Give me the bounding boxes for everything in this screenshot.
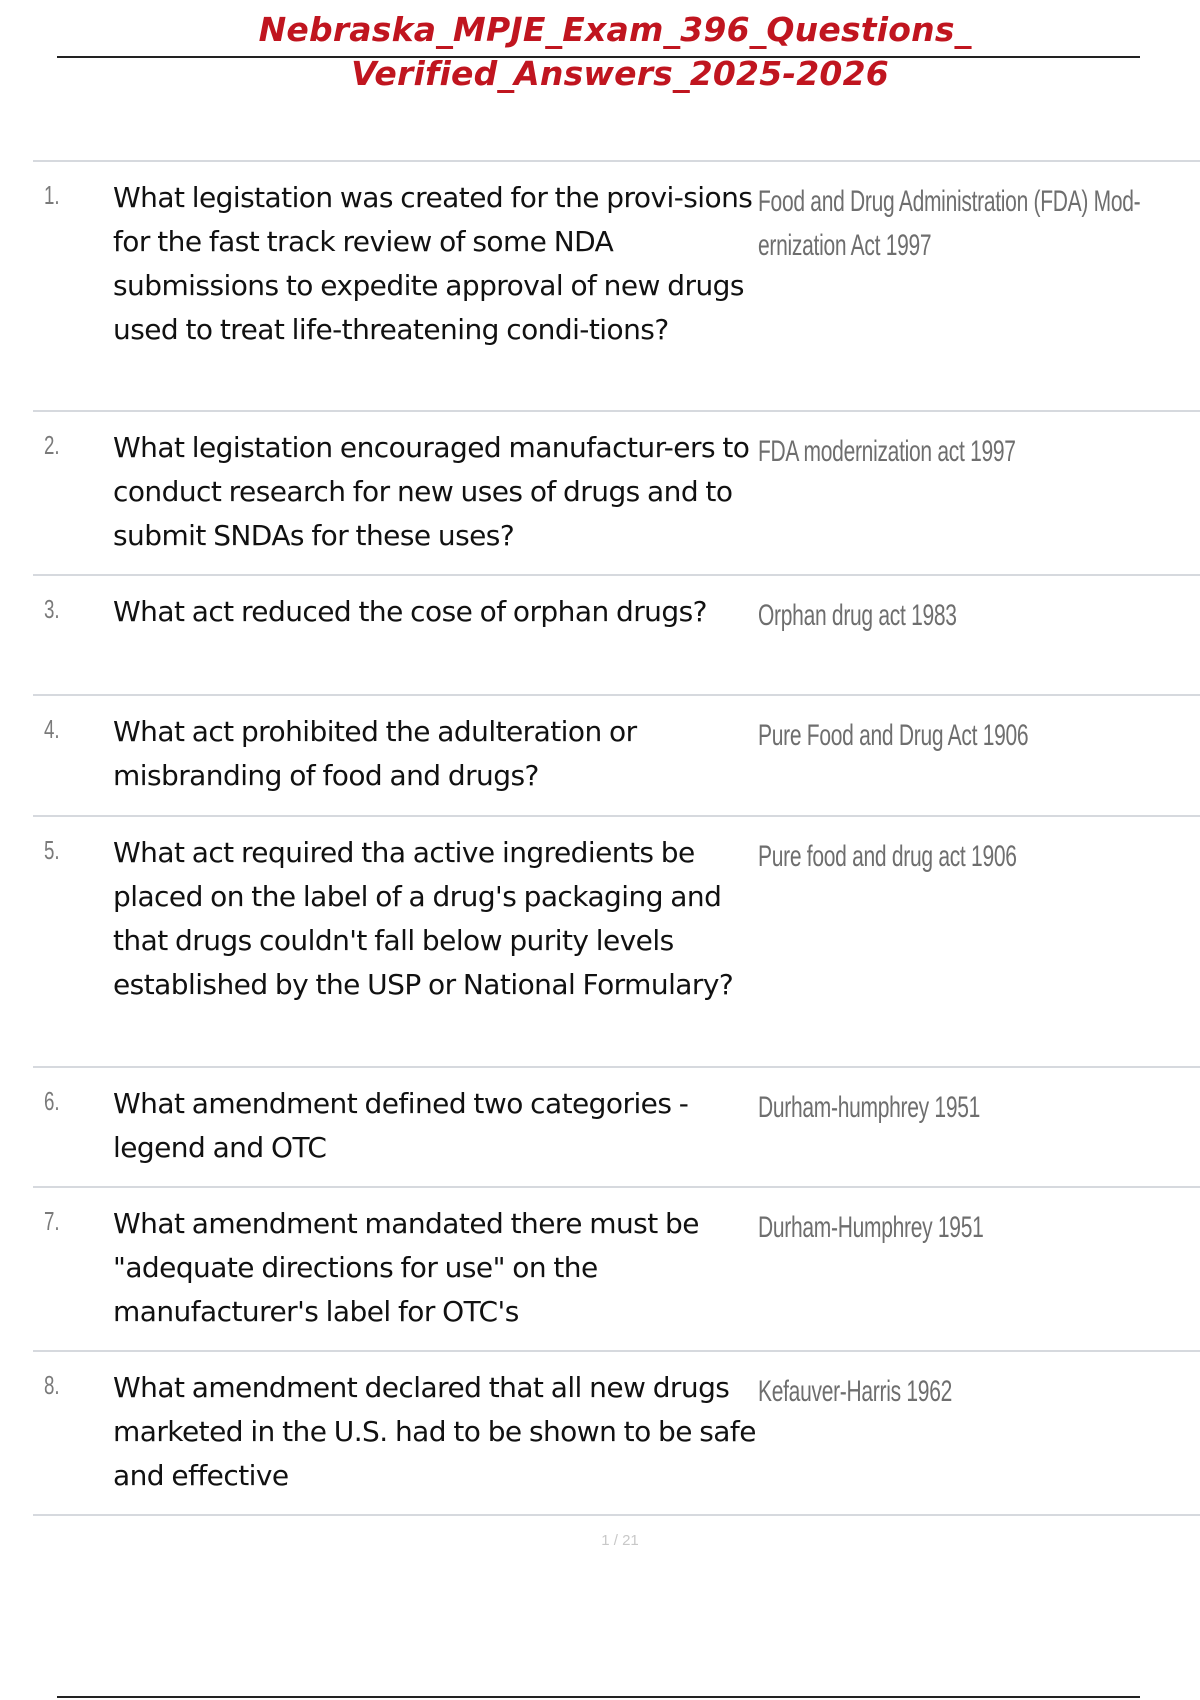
answer-text: Orphan drug act 1983 xyxy=(758,599,957,632)
list-item xyxy=(33,696,1200,817)
answer-text: Food and Drug Administration (FDA) Mod-ernization Act 1997 xyxy=(758,185,1141,262)
list-item xyxy=(33,1068,1200,1188)
list-item xyxy=(33,576,1200,696)
list-item xyxy=(33,1352,1200,1516)
answer-text: FDA modernization act 1997 xyxy=(758,435,1016,468)
question-text: What amendment declared that all new drugs marketed in the U.S. had to be shown to be safe and effective xyxy=(113,1371,756,1492)
answer-text: Durham-Humphrey 1951 xyxy=(758,1211,984,1244)
page-title-line-2: Verified_Answers_2025-2026 xyxy=(351,54,889,93)
list-item xyxy=(33,162,1200,412)
question-number: 8. xyxy=(44,1370,60,1400)
list-item xyxy=(33,1188,1200,1352)
question-text: What legistation was created for the provi-sions for the fast track review of some NDA submissions to expedite approval of new drugs used to treat life-threatening condi-tions? xyxy=(113,181,753,346)
question-text: What act required tha active ingredients be placed on the label of a drug's packaging and that drugs couldn't fall below purity levels established by the USP or National Formulary? xyxy=(113,836,734,1001)
question-text: What legistation encouraged manufactur-ers to conduct research for new uses of drugs and to submit SNDAs for these uses? xyxy=(113,431,750,552)
answer-text: Pure Food and Drug Act 1906 xyxy=(758,719,1029,752)
question-number: 1. xyxy=(44,180,60,210)
question-text: What act reduced the cose of orphan drugs? xyxy=(113,595,707,628)
question-text: What act prohibited the adulteration or misbranding of food and drugs? xyxy=(113,715,637,792)
question-number: 7. xyxy=(44,1206,60,1236)
question-text: What amendment mandated there must be "adequate directions for use" on the manufacturer's label for OTC's xyxy=(113,1207,699,1328)
list-item xyxy=(33,817,1200,1068)
page-title-line-1: Nebraska_MPJE_Exam_396_Questions_ xyxy=(258,10,972,49)
question-answer-list xyxy=(33,160,1200,1516)
question-number: 5. xyxy=(44,835,60,865)
question-number: 2. xyxy=(44,430,60,460)
footer-divider xyxy=(57,1696,1140,1698)
title-divider xyxy=(57,56,1140,58)
answer-text: Durham-humphrey 1951 xyxy=(758,1091,981,1124)
question-text: What amendment defined two categories - legend and OTC xyxy=(113,1087,689,1164)
page-number: 1 / 21 xyxy=(601,1532,639,1549)
question-number: 4. xyxy=(44,714,60,744)
question-number: 6. xyxy=(44,1086,60,1116)
page-title xyxy=(0,8,1200,96)
answer-text: Pure food and drug act 1906 xyxy=(758,840,1017,873)
answer-text: Kefauver-Harris 1962 xyxy=(758,1375,952,1408)
question-number: 3. xyxy=(44,594,60,624)
list-item xyxy=(33,412,1200,576)
